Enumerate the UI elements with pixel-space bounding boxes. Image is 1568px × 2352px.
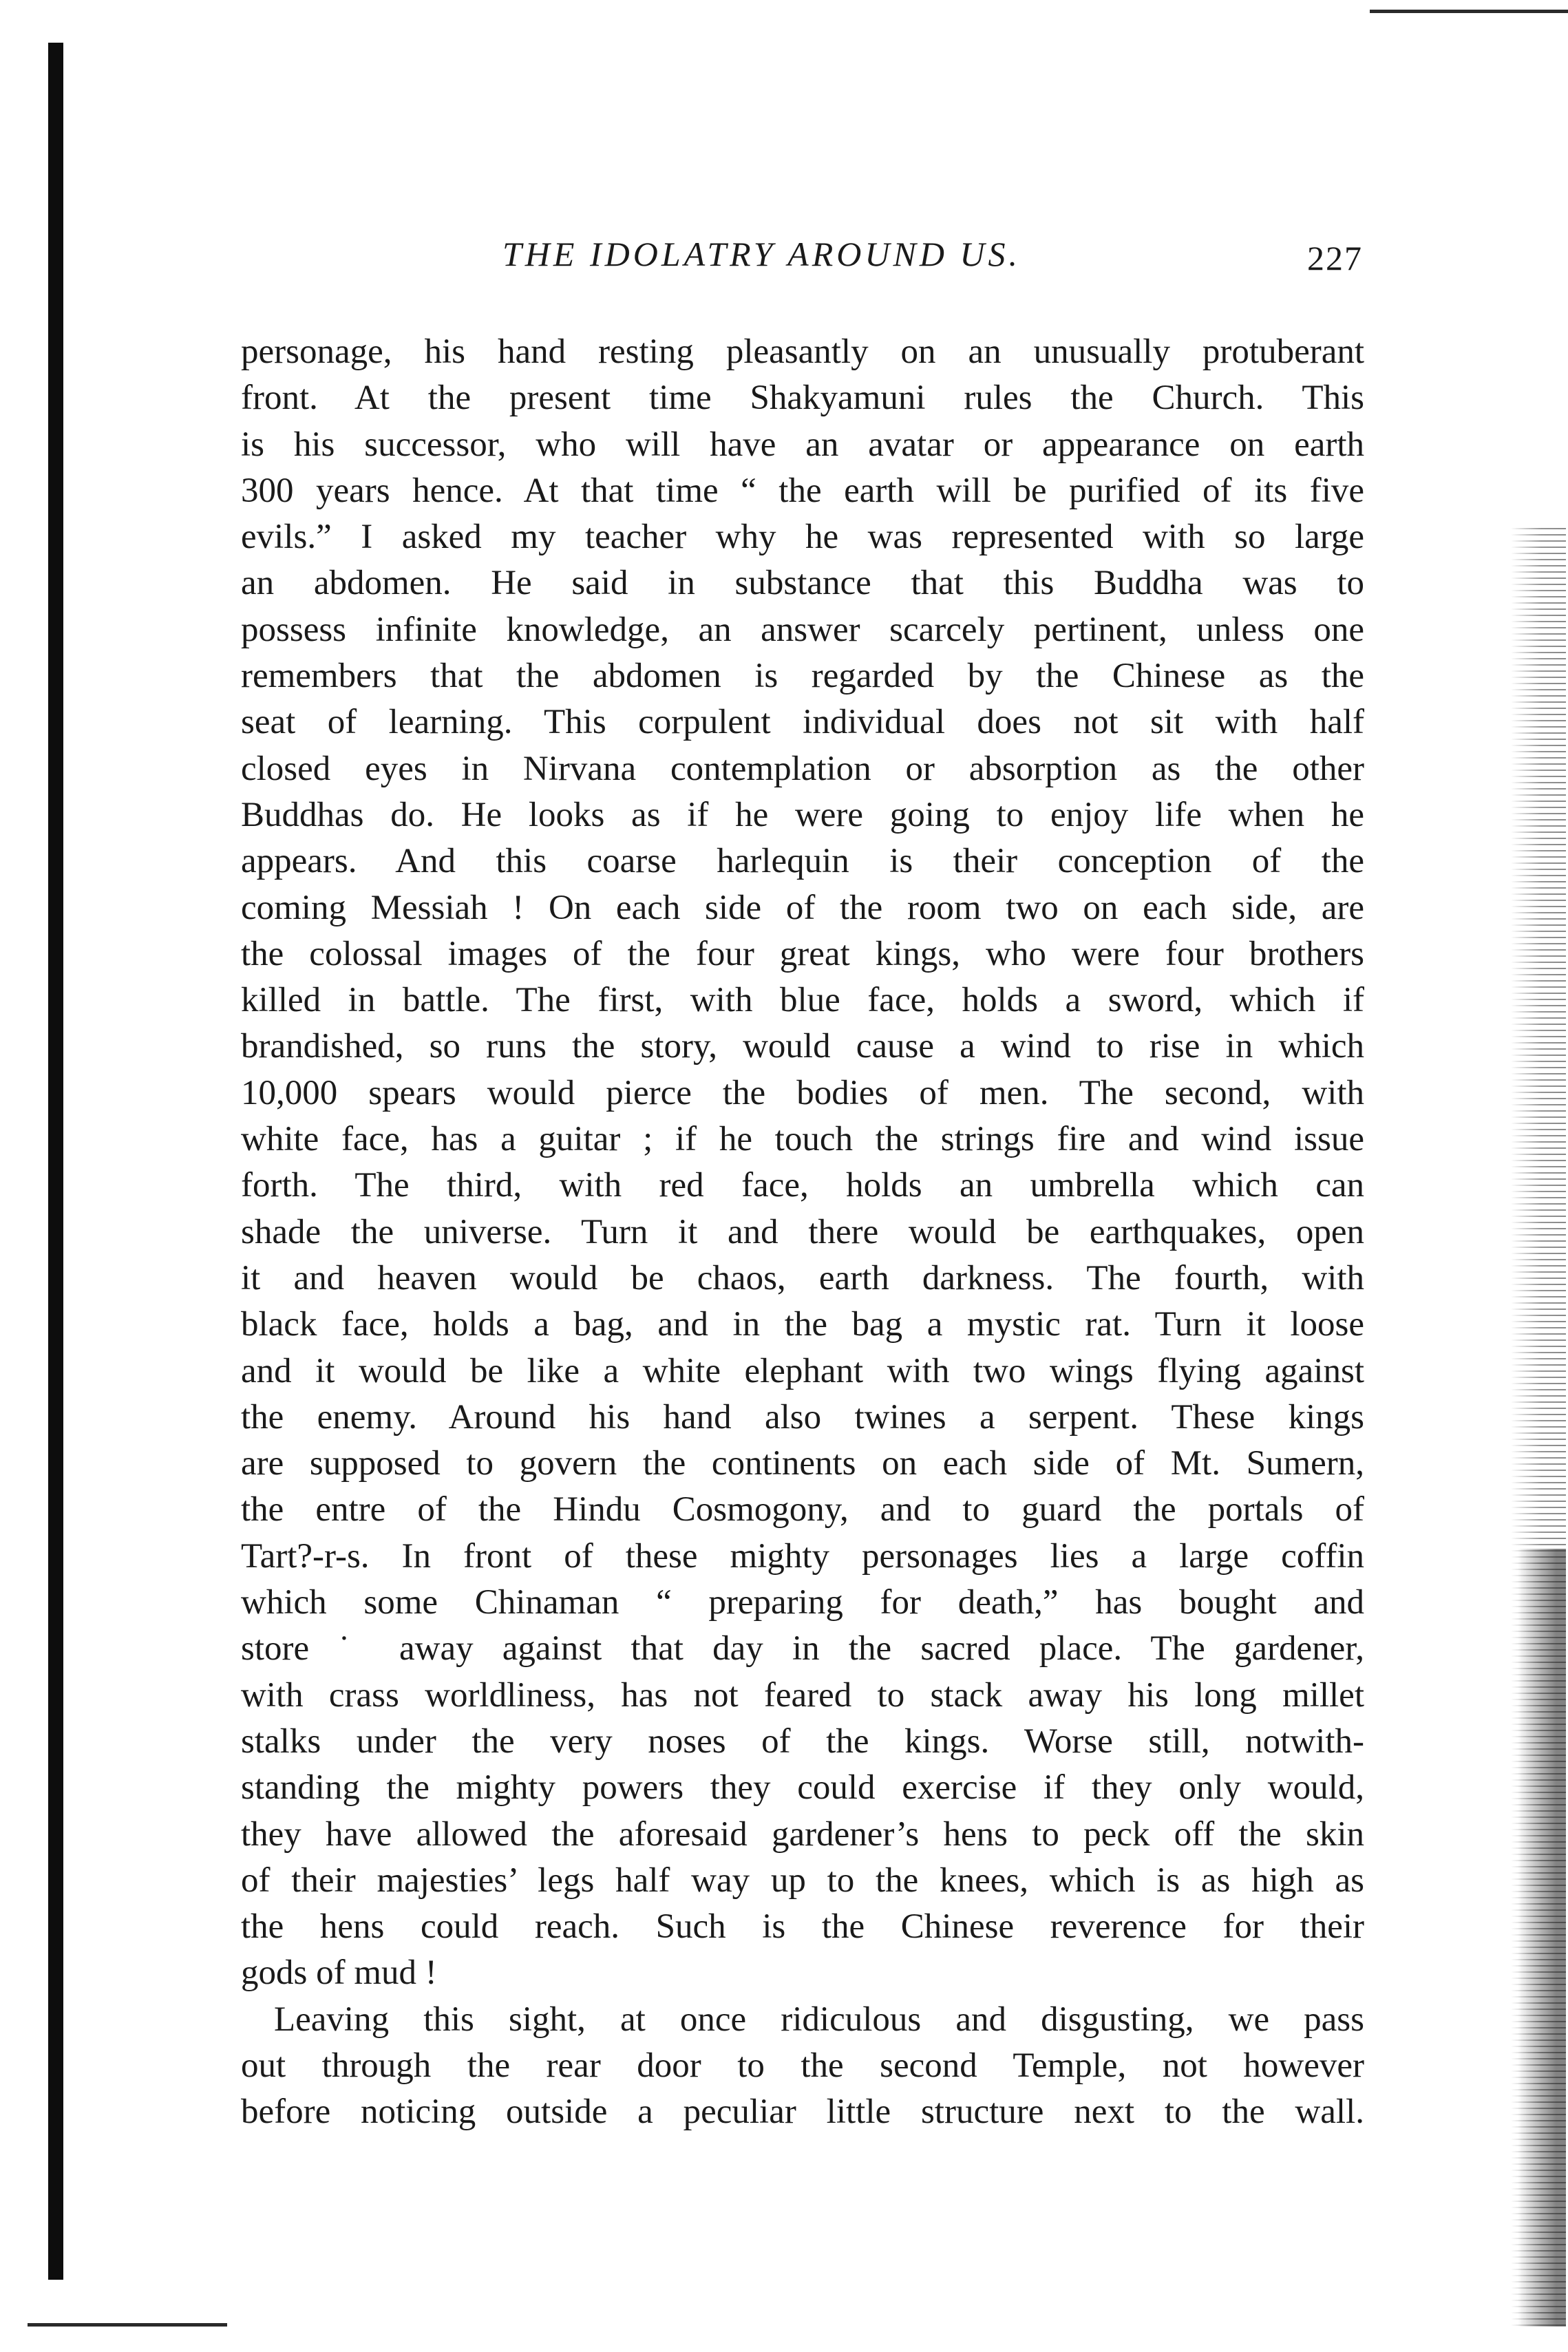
text-line: evils.” I asked my teacher why he was represented with so large xyxy=(241,518,1364,557)
page-number: 227 xyxy=(1307,239,1363,277)
text-line: which some Chinaman “ preparing for death,” has bought and xyxy=(241,1583,1364,1622)
text-line: 10,000 spears would pierce the bodies of men. The second, with xyxy=(241,1073,1364,1112)
text-line: white face, has a guitar ; if he touch the strings fire and wind issue xyxy=(241,1120,1364,1159)
text-line: the enemy. Around his hand also twines a serpent. These kings xyxy=(241,1397,1364,1437)
text-line: before noticing outside a peculiar little structure next to the wall. xyxy=(241,2093,1364,2132)
running-title: THE IDOLATRY AROUND US. xyxy=(502,235,1021,273)
text-line: brandished, so runs the story, would cause a wind to rise in which xyxy=(241,1027,1364,1066)
body-text xyxy=(241,329,1364,2136)
text-line: front. At the present time Shakyamuni rules the Church. This xyxy=(241,379,1364,418)
text-line: it and heaven would be chaos, earth darkness. The fourth, with xyxy=(241,1258,1364,1297)
top-edge-rule xyxy=(1370,10,1568,13)
text-line: the entre of the Hindu Cosmogony, and to guard the portals of xyxy=(241,1490,1364,1529)
bottom-edge-rule xyxy=(28,2323,227,2327)
text-line: with crass worldliness, has not feared to stack away his long millet xyxy=(241,1675,1364,1715)
text-line: black face, holds a bag, and in the bag a mystic rat. Turn it loose xyxy=(241,1305,1364,1344)
page-edge-shadow xyxy=(1518,1549,1566,2327)
text-line: forth. The third, with red face, holds an umbrella which can xyxy=(241,1166,1364,1205)
text-line: personage, his hand resting pleasantly on an unusually protuberant xyxy=(241,332,1364,371)
paragraph-end-line: gods of mud ! xyxy=(241,1953,437,1993)
text-line: closed eyes in Nirvana contemplation or absorption as the other xyxy=(241,749,1364,788)
text-line: remembers that the abdomen is regarded by the Chinese as the xyxy=(241,657,1364,696)
text-line: 300 years hence. At that time “ the earth will be purified of its five xyxy=(241,471,1364,510)
text-line: they have allowed the aforesaid gardener’s hens to peck off the skin xyxy=(241,1814,1364,1854)
text-line: shade the universe. Turn it and there would be earthquakes, open xyxy=(241,1212,1364,1251)
text-line: stalks under the very noses of the kings. Worse still, notwith- xyxy=(241,1721,1364,1761)
text-line: are supposed to govern the continents on each side of Mt. Sumern, xyxy=(241,1444,1364,1483)
text-line: is his successor, who will have an avatar or appearance on earth xyxy=(241,425,1364,464)
text-line: possess infinite knowledge, an answer scarcely pertinent, unless one xyxy=(241,610,1364,649)
text-line: the hens could reach. Such is the Chinese reverence for their xyxy=(241,1907,1364,1947)
text-line: Tart?-r-s. In front of these mighty personages lies a large coffin xyxy=(241,1536,1364,1576)
text-line: the colossal images of the four great kings, who were four brothers xyxy=(241,934,1364,973)
text-line: seat of learning. This corpulent individual does not sit with half xyxy=(241,703,1364,742)
text-line: of their majesties’ legs half way up to the knees, which is as high as xyxy=(241,1861,1364,1900)
text-line: Buddhas do. He looks as if he were going to enjoy life when he xyxy=(241,795,1364,834)
running-head xyxy=(241,234,1363,289)
text-line: standing the mighty powers they could exercise if they only would, xyxy=(241,1768,1364,1808)
text-line: an abdomen. He said in substance that this Buddha was to xyxy=(241,564,1364,603)
text-line: and it would be like a white elephant with two wings flying against xyxy=(241,1351,1364,1390)
text-line: coming Messiah ! On each side of the room two on each side, are xyxy=(241,888,1364,927)
text-line: appears. And this coarse harlequin is their conception of the xyxy=(241,842,1364,881)
text-line: out through the rear door to the second Temple, not however xyxy=(241,2046,1364,2085)
paragraph-start-line: Leaving this sight, at once ridiculous and disgusting, we pass xyxy=(274,2000,1364,2039)
binding-gutter-shadow xyxy=(48,43,63,2280)
text-line: killed in battle. The first, with blue face, holds a sword, which if xyxy=(241,981,1364,1020)
text-line: store ˙ away against that day in the sacred place. The gardener, xyxy=(241,1629,1364,1668)
